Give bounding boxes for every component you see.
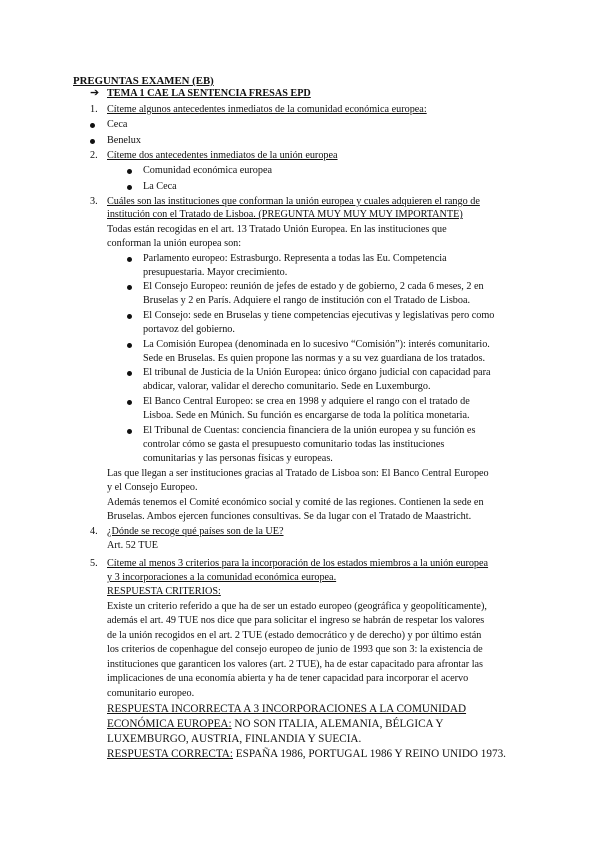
institution-line: portavoz del gobierno. <box>143 324 235 335</box>
institution-line: El tribunal de Justicia de la Unión Europea: único órgano judicial con capacidad para <box>143 367 491 378</box>
criteria-line: comunitario europeo. <box>107 688 195 699</box>
criteria-line: los criterios de copenhague del consejo europeo de junio de 1993 que son 3: la existencia de <box>107 644 483 655</box>
institution-line: Parlamento europeo: Estrasburgo. Representa a todas las Eu. Competencia <box>143 253 447 264</box>
institution-line: abdicar, valorar, validar el derecho comunitario. Sede en Luxemburgo. <box>143 381 431 392</box>
answer-line: Además tenemos el Comité económico social y comité de las regiones. Contienen la sede en <box>107 497 484 508</box>
answer-line: Art. 52 TUE <box>107 540 159 551</box>
institution-line: Bruselas y 2 en París. Adquiere el rango de institución con el Tratado de Lisboa. <box>143 295 471 306</box>
bullet-icon <box>90 123 95 128</box>
correct-answer-text: ESPAÑA 1986, PORTUGAL 1986 Y REINO UNIDO 1973. <box>232 748 506 760</box>
institution-line: Sede en Bruselas. Es quien propone las normas y a su vez guardiana de los tratados. <box>143 353 486 364</box>
question-number: 1. <box>90 104 98 115</box>
criteria-line: Existe un criterio referido a que ha de ser un estado europeo (geográfica y geopolíticamente), <box>107 601 487 612</box>
wrong-answer-line: LUXEMBURGO, AUSTRIA, FINLANDIA Y SUECIA. <box>107 733 362 745</box>
bullet-icon <box>127 371 132 376</box>
institution-line: controlar cómo se gasta el presupuesto comunitario todas las instituciones <box>143 439 445 450</box>
bullet-icon <box>127 343 132 348</box>
institution-line: El Tribunal de Cuentas: conciencia financiera de la unión europea y su función es <box>143 425 476 436</box>
question-2-text: Cíteme dos antecedentes inmediatos de la unión europea <box>107 150 338 161</box>
doc-title: PREGUNTAS EXAMEN (EB) <box>73 75 214 87</box>
criteria-line: de la unión recogidos en el art. 2 TUE (estado democrático y de derecho) y por último están <box>107 630 482 641</box>
question-1-text: Cíteme algunos antecedentes inmediatos de la comunidad económica europea: <box>107 104 427 115</box>
wrong-answer-line <box>107 718 443 730</box>
institution-line: La Comisión Europea (denominada en lo sucesivo “Comisión”): interés comunitario. <box>143 339 490 350</box>
criteria-line: implicaciones de una economía abierta y ha de tener capacidad para incorporar el acervo <box>107 673 469 684</box>
bullet-icon <box>127 169 132 174</box>
bullet-icon <box>127 257 132 262</box>
topic-heading: TEMA 1 CAE LA SENTENCIA FRESAS EPD <box>107 88 311 99</box>
answer-line: Bruselas. Ambos ejercen funciones consultivas. Se da lugar con el Tratado de Maastricht. <box>107 511 472 522</box>
criteria-line: instituciones que garanticen los valores (art. 2 TUE), ha de estar capacitado para afrontar las <box>107 659 484 670</box>
question-5-line: Cíteme al menos 3 criterios para la incorporación de los estados miembros a la unión europea <box>107 558 489 569</box>
question-number: 4. <box>90 526 98 537</box>
wrong-answer-label: ECONÓMICA EUROPEA: <box>107 718 232 730</box>
bullet-icon <box>90 139 95 144</box>
question-3-line: Cuáles son las instituciones que conforman la unión europea y cuales adquieren el rango de <box>107 196 480 207</box>
question-number: 3. <box>90 196 98 207</box>
correct-answer-label: RESPUESTA CORRECTA: <box>107 748 233 760</box>
institution-line: El Consejo: sede en Bruselas y tiene competencias ejecutivas y legislativas pero como <box>143 310 495 321</box>
question-number: 2. <box>90 150 98 161</box>
question-3-line: institución con el Tratado de Lisboa. (PREGUNTA MUY MUY MUY IMPORTANTE) <box>107 209 463 220</box>
bullet-icon <box>127 400 132 405</box>
institution-line: presupuestaria. Mayor crecimiento. <box>143 267 288 278</box>
answer-line: y el Consejo Europeo. <box>107 482 198 493</box>
list-item: Comunidad económica europea <box>143 165 272 176</box>
question-4-text: ¿Dónde se recoge qué países son de la UE? <box>107 526 284 537</box>
criteria-line: además el art. 49 TUE nos dice que para solicitar el ingreso se habrán de respetar los valores <box>107 615 485 626</box>
question-5-line: y 3 incorporaciones a la comunidad económica europea. <box>107 572 337 583</box>
bullet-icon <box>127 285 132 290</box>
list-item: Ceca <box>107 119 128 130</box>
correct-answer-line <box>107 748 506 760</box>
bullet-icon <box>127 429 132 434</box>
bullet-icon <box>127 185 132 190</box>
answer-line: conforman la unión europea son: <box>107 238 242 249</box>
question-number: 5. <box>90 558 98 569</box>
wrong-answer-text: NO SON ITALIA, ALEMANIA, BÉLGICA Y <box>231 718 444 730</box>
list-item: La Ceca <box>143 181 177 192</box>
criteria-label: RESPUESTA CRITERIOS: <box>107 586 221 597</box>
list-item: Benelux <box>107 135 141 146</box>
institution-line: comunitarias y las personas físicas y europeas. <box>143 453 333 464</box>
institution-line: El Consejo Europeo: reunión de jefes de estado y de gobierno, 2 cada 6 meses, 2 en <box>143 281 484 292</box>
bullet-icon <box>127 314 132 319</box>
wrong-answer-heading: RESPUESTA INCORRECTA A 3 INCORPORACIONES A LA COMUNIDAD <box>107 703 467 715</box>
institution-line: El Banco Central Europeo: se crea en 1998 y adquiere el rango con el tratado de <box>143 396 470 407</box>
answer-line: Las que llegan a ser instituciones gracias al Tratado de Lisboa son: El Banco Central Europeo <box>107 468 489 479</box>
arrow-icon: ➔ <box>90 87 100 99</box>
answer-line: Todas están recogidas en el art. 13 Tratado Unión Europea. En las instituciones que <box>107 224 447 235</box>
institution-line: Lisboa. Sede en Múnich. Su función es encargarse de toda la política monetaria. <box>143 410 470 421</box>
